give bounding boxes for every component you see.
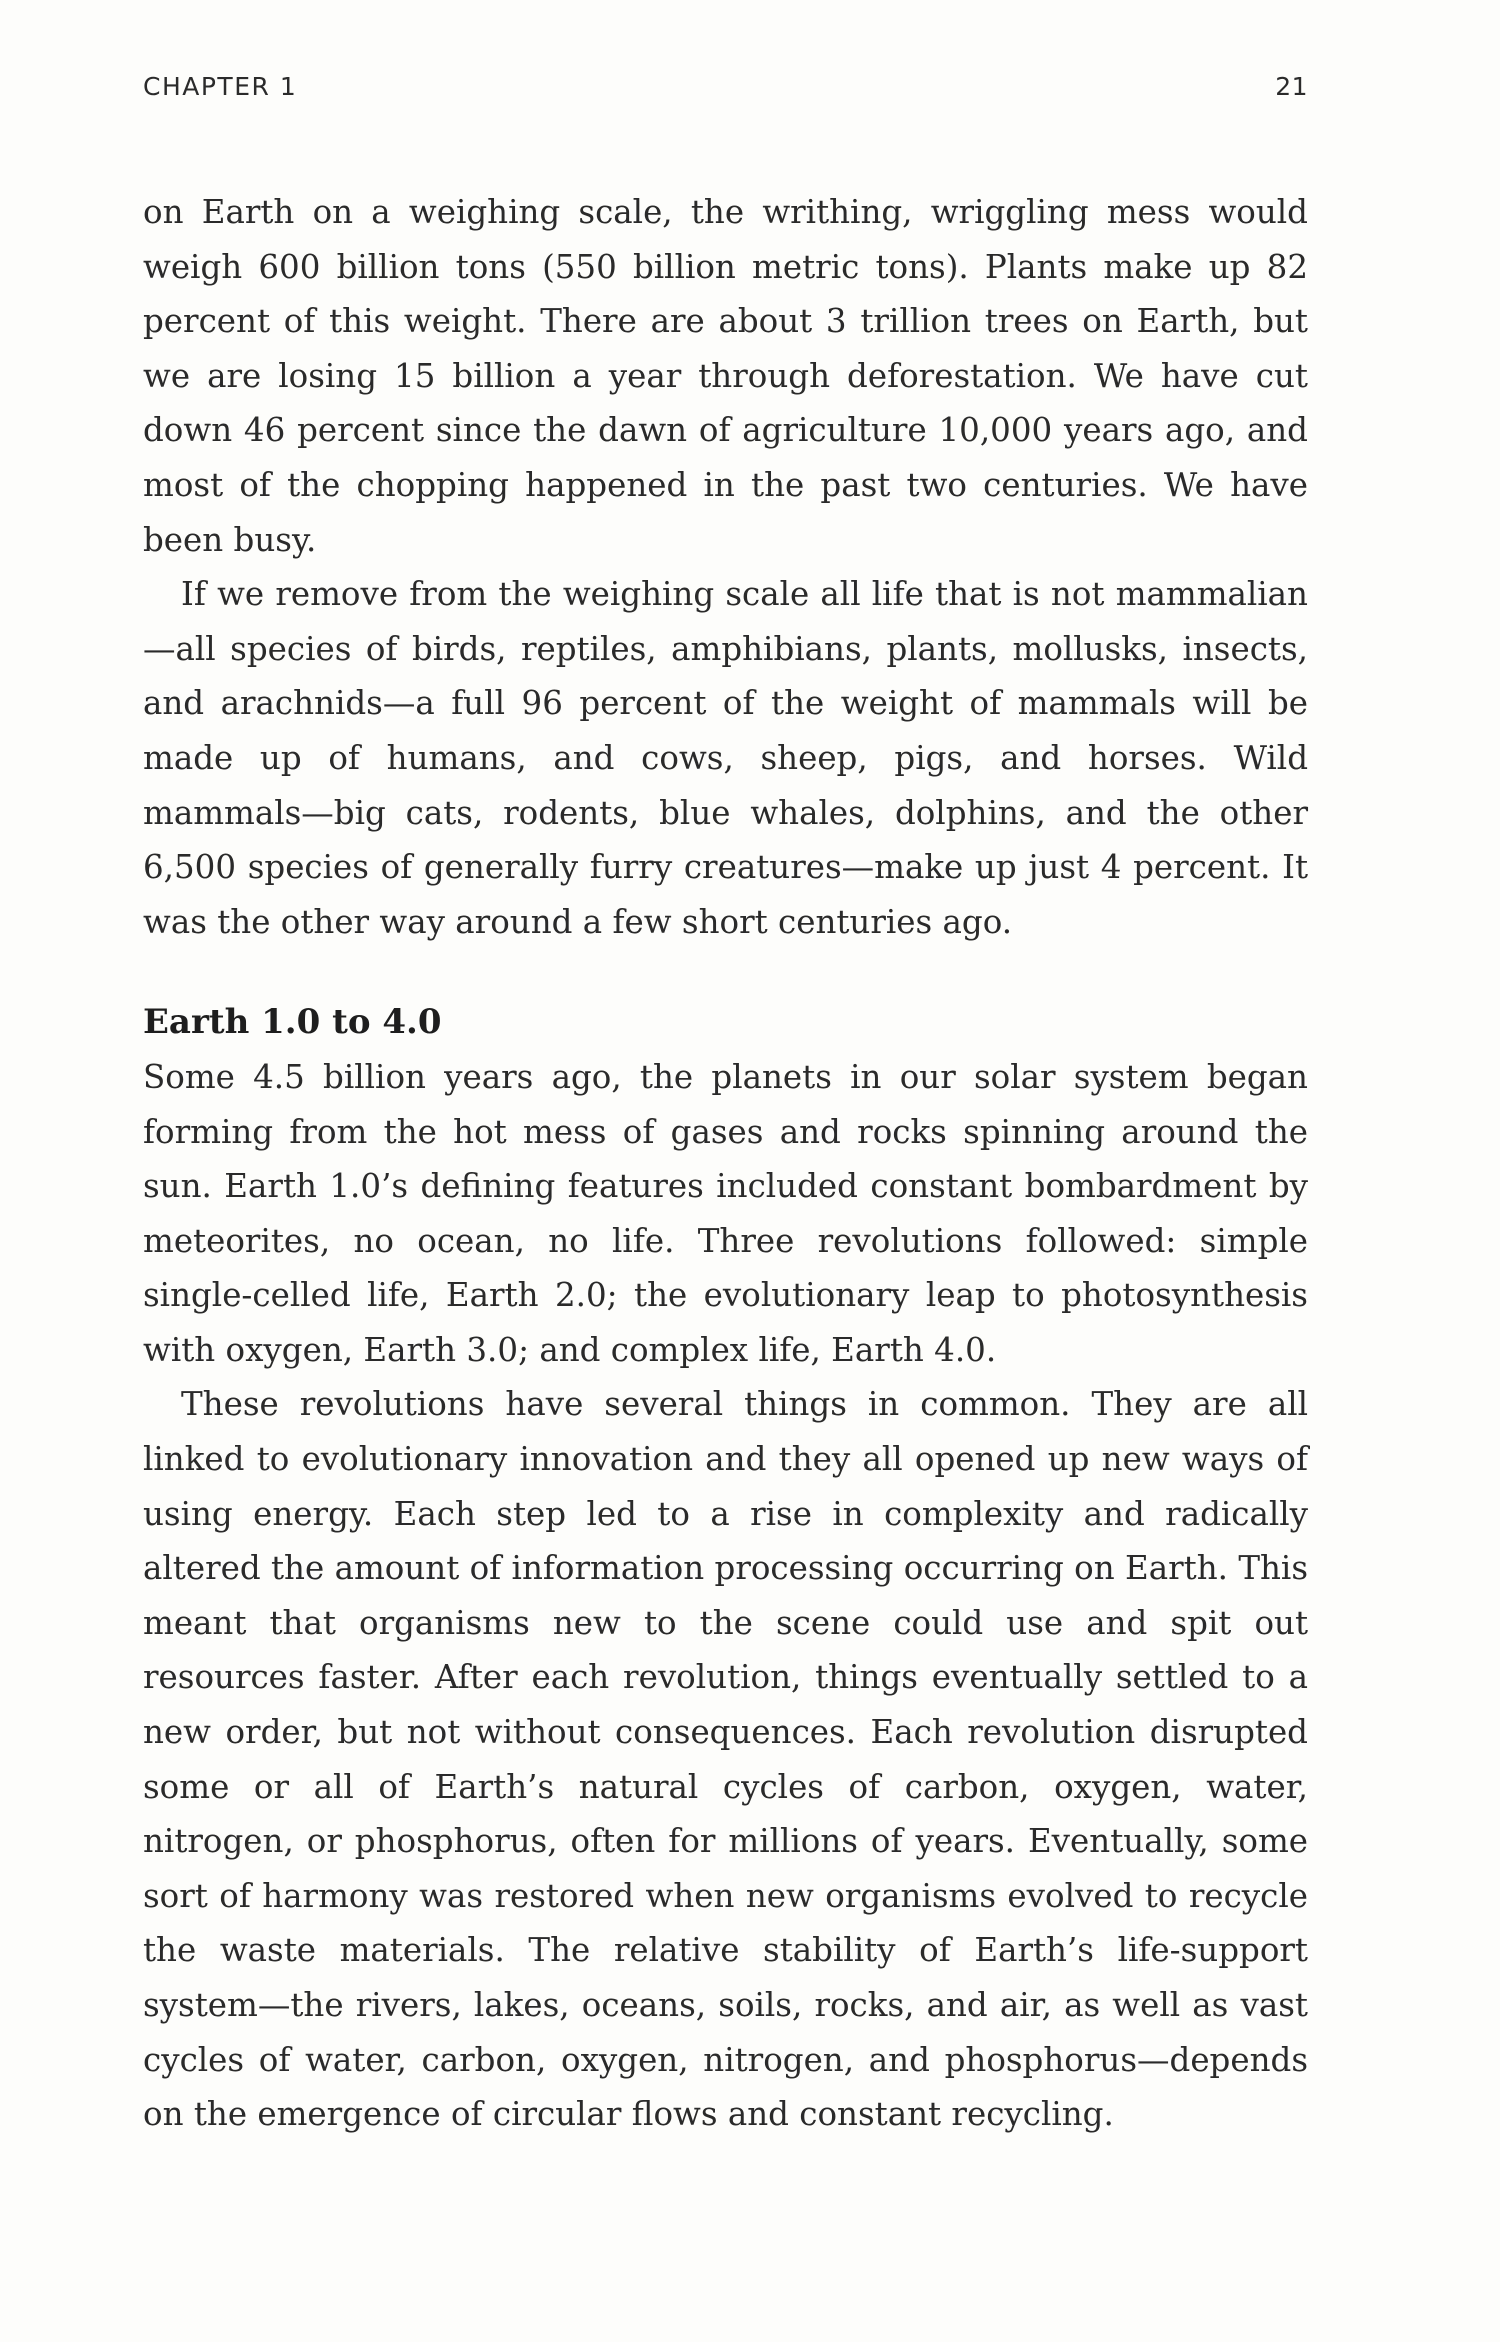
paragraph-biomass-weight: on Earth on a weighing scale, the writhing, wriggling mess would weigh 600 billion tons (550 billion metric tons). Plants make up 82 percent of this weight. There are about 3 trillion trees on Earth, but we are losing 15 billion a year through deforestation. We have cut down 46 percent since the dawn of agriculture 10,000 years ago, and most of the chopping happened in the past two centuries. We have been busy. (143, 193, 1308, 559)
paragraph-earth-revolutions: Some 4.5 billion years ago, the planets in our solar system began forming from the hot mess of gases and rocks spinning around the sun. Earth 1.0’s defining features included constant bombardment by meteorites, no ocean, no life. Three revolutions followed: simple single-celled life, Earth 2.0; the evolutionary leap to photosynthesis with oxygen, Earth 3.0; and complex life, Earth 4.0. (143, 1057, 1308, 1369)
chapter-label: CHAPTER 1 (143, 72, 298, 101)
paragraph-mammal-weight: If we remove from the weighing scale all life that is not mammalian—all species of birds, reptiles, amphibians, plants, mollusks, insects, and arachnids—a full 96 percent of the weight of mammals will be made up of humans, and cows, sheep, pigs, and horses. Wild mammals—big cats, rodents, blue whales, dolphins, and the other 6,500 species of generally furry creatures—make up just 4 percent. It was the other way around a few short centuries ago. (143, 575, 1308, 941)
page-number: 21 (1275, 72, 1308, 101)
paragraph-revolutions-common: These revolutions have several things in common. They are all linked to evolutionary innovation and they all opened up new ways of using energy. Each step led to a rise in complexity and radically altered the amount of information processing occurring on Earth. This meant that organisms new to the scene could use and spit out resources faster. After each revolution, things eventually settled to a new order, but not without consequences. Each revolution disrupted some or all of Earth’s natural cycles of carbon, oxygen, water, nitrogen, or phosphorus, often for millions of years. Eventually, some sort of harmony was restored when new organisms evolved to recycle the waste materials. The relative stability of Earth’s life-support system—the rivers, lakes, oceans, soils, rocks, and air, as well as vast cycles of water, carbon, oxygen, nitrogen, and phosphorus—depends on the emergence of circular flows and constant recycling. (143, 1385, 1308, 2134)
body-text (143, 185, 1308, 2142)
running-head (143, 72, 1308, 112)
section-heading: Earth 1.0 to 4.0 (143, 1002, 442, 1043)
